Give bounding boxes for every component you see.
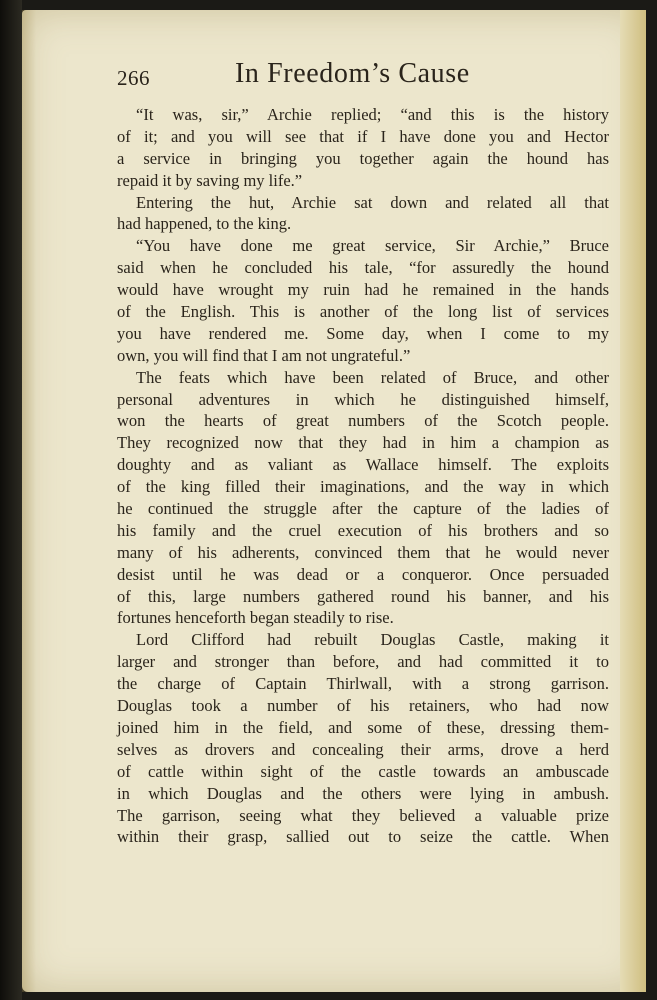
- text-line: They recognized now that they had in him a champion as: [117, 433, 609, 453]
- text-line: personal adventures in which he distinguished himself,: [117, 389, 609, 409]
- text-line: The garrison, seeing what they believed a valuable prize: [117, 805, 609, 825]
- text-line: “It was, sir,” Archie replied; “and this is the history: [136, 105, 609, 124]
- text-line: a service in bringing you together again the hound has: [117, 148, 609, 168]
- text-line: Lord Clifford had rebuilt Douglas Castle, making it: [136, 630, 609, 650]
- text-line: within their grasp, sallied out to seize the cattle. When: [117, 827, 609, 847]
- text-line: doughty and as valiant as Wallace himself. The exploits: [117, 455, 609, 475]
- text-line: joined him in the field, and some of these, dressing them-: [117, 717, 609, 737]
- text-line: own, you will find that I am not ungrateful.”: [117, 345, 411, 365]
- text-line: had happened, to the king.: [117, 214, 292, 234]
- text-line: the charge of Captain Thirlwall, with a strong garrison.: [117, 674, 609, 694]
- page-number: 266: [117, 66, 150, 90]
- text-line: of the king filled their imaginations, and the way in which: [117, 477, 609, 497]
- text-line: of cattle within sight of the castle towards an ambuscade: [117, 761, 609, 781]
- text-line: repaid it by saving my life.”: [117, 170, 303, 190]
- text-line: said when he concluded his tale, “for assuredly the hound: [117, 258, 609, 278]
- text-line: of this, large numbers gathered round his banner, and his: [117, 586, 609, 606]
- text-line: his family and the cruel execution of his brothers and so: [117, 520, 609, 540]
- text-line: many of his adherents, convinced them that he would never: [117, 542, 609, 562]
- text-line: he continued the struggle after the capture of the ladies of: [117, 499, 609, 519]
- text-line: you have rendered me. Some day, when I come to my: [117, 323, 609, 343]
- text-line: The feats which have been related of Bruce, and other: [136, 367, 609, 387]
- gutter-shadow: [22, 10, 36, 992]
- page-edge: [620, 10, 646, 992]
- book-binding: [0, 0, 22, 1000]
- text-line: won the hearts of great numbers of the Scotch people.: [117, 411, 609, 431]
- running-title: In Freedom’s Cause: [235, 58, 470, 89]
- page-header: [117, 56, 517, 100]
- text-line: selves as drovers and concealing their arms, drove a herd: [117, 739, 609, 759]
- text-line: would have wrought my ruin had he remained in the hands: [117, 280, 609, 300]
- text-line: larger and stronger than before, and had committed it to: [117, 652, 609, 672]
- text-line: Entering the hut, Archie sat down and related all that: [136, 192, 609, 212]
- text-line: Douglas took a number of his retainers, who had now: [117, 696, 609, 716]
- text-line: of the English. This is another of the long list of services: [117, 302, 609, 322]
- text-line: of it; and you will see that if I have done you and Hector: [117, 126, 609, 146]
- text-line: in which Douglas and the others were lying in ambush.: [117, 783, 609, 803]
- text-line: “You have done me great service, Sir Archie,” Bruce: [136, 236, 609, 256]
- body-text: [117, 104, 609, 848]
- text-line: desist until he was dead or a conqueror. Once persuaded: [117, 564, 609, 584]
- text-line: fortunes henceforth began steadily to rise.: [117, 608, 394, 628]
